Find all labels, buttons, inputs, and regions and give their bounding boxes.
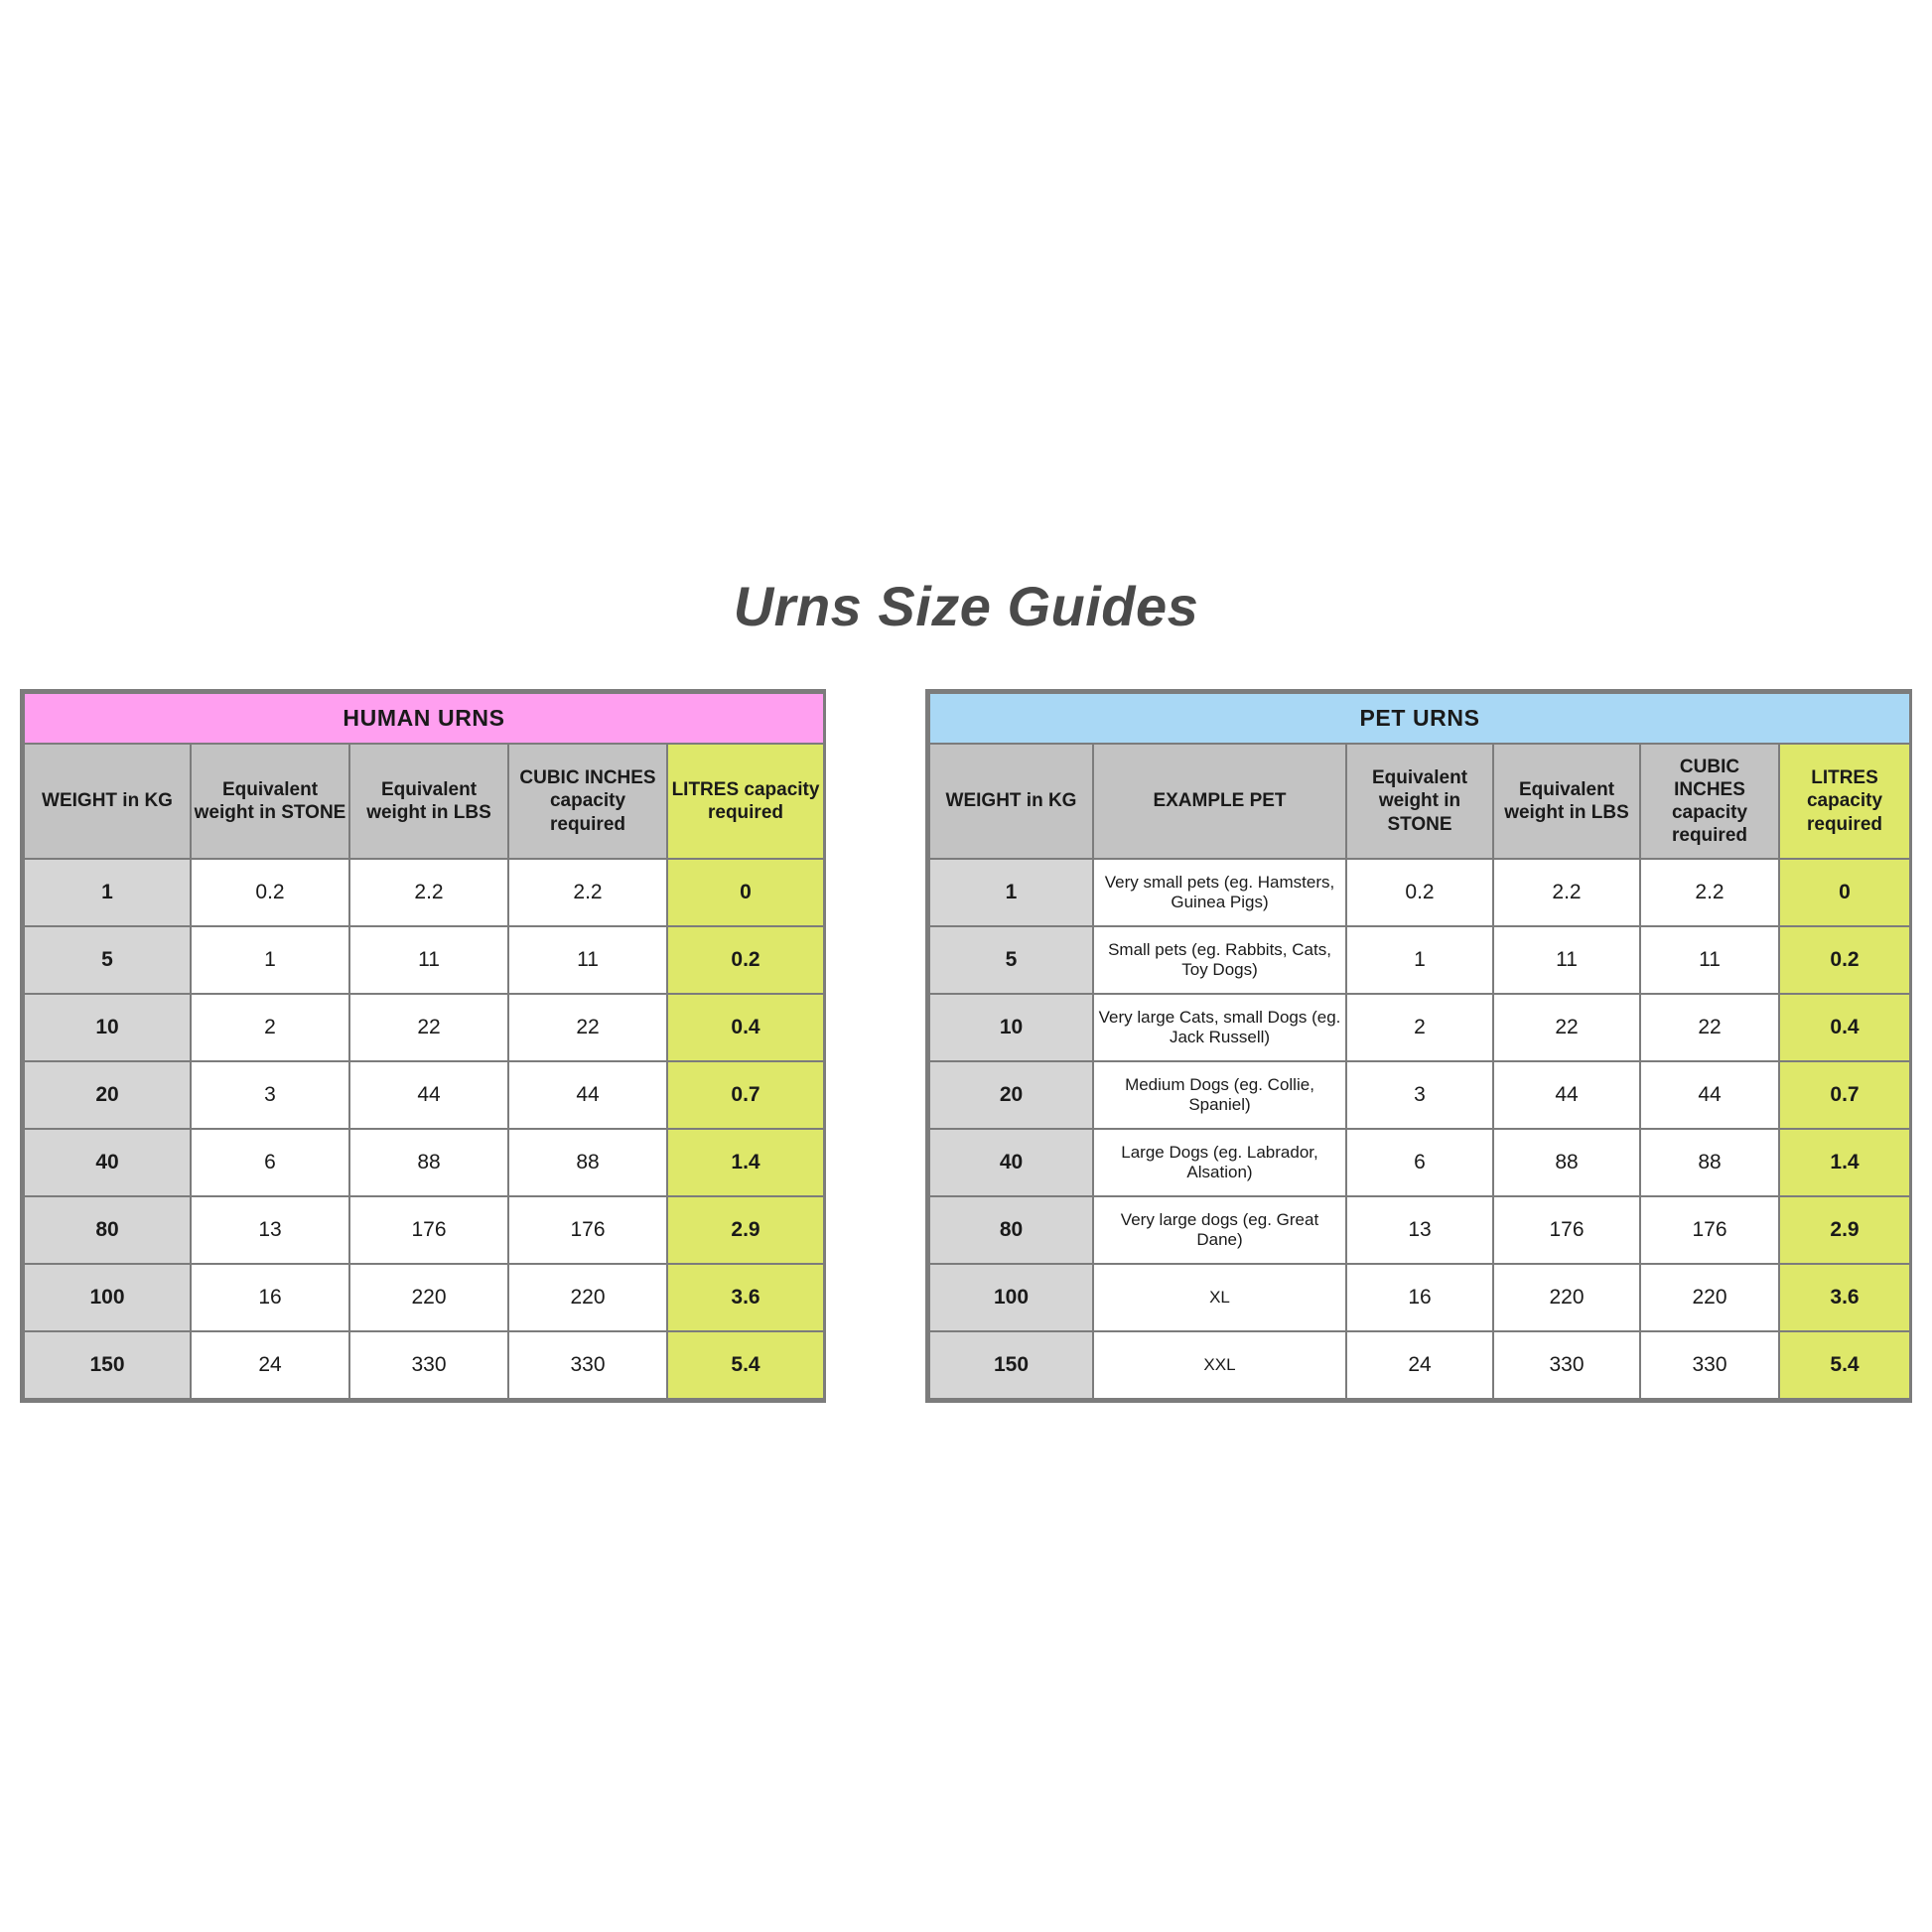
table-row bbox=[24, 1061, 824, 1129]
cell-cubic-inches: 44 bbox=[508, 1061, 667, 1129]
column-header-stone: Equivalent weight in STONE bbox=[191, 744, 349, 859]
cell-lbs: 176 bbox=[349, 1196, 508, 1264]
cell-example-pet: Medium Dogs (eg. Collie, Spaniel) bbox=[1093, 1061, 1346, 1129]
cell-stone: 24 bbox=[1346, 1331, 1493, 1399]
cell-litres: 5.4 bbox=[667, 1331, 824, 1399]
cell-litres: 0.2 bbox=[1779, 926, 1910, 994]
cell-lbs: 11 bbox=[1493, 926, 1640, 994]
cell-litres: 3.6 bbox=[1779, 1264, 1910, 1331]
cell-litres: 0.7 bbox=[1779, 1061, 1910, 1129]
cell-weight-kg: 10 bbox=[929, 994, 1093, 1061]
cell-cubic-inches: 2.2 bbox=[1640, 859, 1779, 926]
cell-example-pet: Very large Cats, small Dogs (eg. Jack Russell) bbox=[1093, 994, 1346, 1061]
cell-litres: 0.2 bbox=[667, 926, 824, 994]
cell-weight-kg: 10 bbox=[24, 994, 191, 1061]
cell-lbs: 2.2 bbox=[1493, 859, 1640, 926]
cell-cubic-inches: 220 bbox=[508, 1264, 667, 1331]
page-title: Urns Size Guides bbox=[733, 575, 1199, 637]
cell-litres: 5.4 bbox=[1779, 1331, 1910, 1399]
cell-litres: 0.7 bbox=[667, 1061, 824, 1129]
column-header-cubic-inches: CUBIC INCHES capacity required bbox=[1640, 744, 1779, 859]
table-row bbox=[929, 1196, 1910, 1264]
cell-weight-kg: 5 bbox=[929, 926, 1093, 994]
cell-cubic-inches: 11 bbox=[508, 926, 667, 994]
cell-stone: 3 bbox=[1346, 1061, 1493, 1129]
cell-cubic-inches: 22 bbox=[508, 994, 667, 1061]
cell-lbs: 330 bbox=[1493, 1331, 1640, 1399]
cell-litres: 0 bbox=[1779, 859, 1910, 926]
table-row bbox=[929, 926, 1910, 994]
cell-lbs: 88 bbox=[349, 1129, 508, 1196]
table-row bbox=[929, 994, 1910, 1061]
column-header-cubic-inches: CUBIC INCHES capacity required bbox=[508, 744, 667, 859]
cell-cubic-inches: 22 bbox=[1640, 994, 1779, 1061]
pet-urns-table bbox=[928, 692, 1911, 1400]
cell-lbs: 176 bbox=[1493, 1196, 1640, 1264]
cell-example-pet: Small pets (eg. Rabbits, Cats, Toy Dogs) bbox=[1093, 926, 1346, 994]
cell-weight-kg: 5 bbox=[24, 926, 191, 994]
cell-stone: 1 bbox=[1346, 926, 1493, 994]
cell-litres: 0.4 bbox=[1779, 994, 1910, 1061]
cell-weight-kg: 1 bbox=[929, 859, 1093, 926]
cell-cubic-inches: 330 bbox=[508, 1331, 667, 1399]
cell-cubic-inches: 220 bbox=[1640, 1264, 1779, 1331]
cell-example-pet: XXL bbox=[1093, 1331, 1346, 1399]
cell-stone: 6 bbox=[191, 1129, 349, 1196]
table-header-row bbox=[929, 744, 1910, 859]
table-row bbox=[24, 1196, 824, 1264]
table-row bbox=[929, 859, 1910, 926]
table-banner-row bbox=[929, 693, 1910, 744]
table-row bbox=[24, 926, 824, 994]
table-row bbox=[24, 1129, 824, 1196]
table-row bbox=[24, 1331, 824, 1399]
cell-cubic-inches: 11 bbox=[1640, 926, 1779, 994]
column-header-weight-kg: WEIGHT in KG bbox=[24, 744, 191, 859]
column-header-litres: LITRES capacity required bbox=[667, 744, 824, 859]
cell-stone: 1 bbox=[191, 926, 349, 994]
table-row bbox=[24, 859, 824, 926]
cell-litres: 2.9 bbox=[1779, 1196, 1910, 1264]
cell-weight-kg: 80 bbox=[24, 1196, 191, 1264]
human-urns-table-container bbox=[20, 689, 826, 1403]
cell-example-pet: Very large dogs (eg. Great Dane) bbox=[1093, 1196, 1346, 1264]
table-row bbox=[929, 1061, 1910, 1129]
cell-litres: 0 bbox=[667, 859, 824, 926]
cell-lbs: 220 bbox=[1493, 1264, 1640, 1331]
cell-example-pet: Very small pets (eg. Hamsters, Guinea Pigs) bbox=[1093, 859, 1346, 926]
cell-weight-kg: 100 bbox=[24, 1264, 191, 1331]
cell-lbs: 22 bbox=[1493, 994, 1640, 1061]
cell-lbs: 220 bbox=[349, 1264, 508, 1331]
cell-lbs: 330 bbox=[349, 1331, 508, 1399]
cell-litres: 1.4 bbox=[667, 1129, 824, 1196]
cell-lbs: 44 bbox=[1493, 1061, 1640, 1129]
pet-urns-banner: PET URNS bbox=[929, 693, 1910, 744]
cell-weight-kg: 150 bbox=[929, 1331, 1093, 1399]
cell-stone: 2 bbox=[191, 994, 349, 1061]
cell-lbs: 11 bbox=[349, 926, 508, 994]
cell-lbs: 44 bbox=[349, 1061, 508, 1129]
cell-weight-kg: 20 bbox=[929, 1061, 1093, 1129]
table-row bbox=[929, 1331, 1910, 1399]
cell-stone: 6 bbox=[1346, 1129, 1493, 1196]
cell-cubic-inches: 330 bbox=[1640, 1331, 1779, 1399]
table-banner-row bbox=[24, 693, 824, 744]
cell-litres: 3.6 bbox=[667, 1264, 824, 1331]
cell-weight-kg: 150 bbox=[24, 1331, 191, 1399]
cell-litres: 2.9 bbox=[667, 1196, 824, 1264]
cell-stone: 3 bbox=[191, 1061, 349, 1129]
human-urns-banner: HUMAN URNS bbox=[24, 693, 824, 744]
cell-cubic-inches: 176 bbox=[508, 1196, 667, 1264]
table-row bbox=[24, 994, 824, 1061]
column-header-lbs: Equivalent weight in LBS bbox=[1493, 744, 1640, 859]
human-urns-table bbox=[23, 692, 825, 1400]
column-header-stone: Equivalent weight in STONE bbox=[1346, 744, 1493, 859]
cell-litres: 0.4 bbox=[667, 994, 824, 1061]
cell-stone: 16 bbox=[191, 1264, 349, 1331]
cell-weight-kg: 40 bbox=[24, 1129, 191, 1196]
column-header-lbs: Equivalent weight in LBS bbox=[349, 744, 508, 859]
cell-stone: 24 bbox=[191, 1331, 349, 1399]
cell-weight-kg: 40 bbox=[929, 1129, 1093, 1196]
cell-stone: 16 bbox=[1346, 1264, 1493, 1331]
cell-weight-kg: 1 bbox=[24, 859, 191, 926]
cell-stone: 2 bbox=[1346, 994, 1493, 1061]
cell-example-pet: XL bbox=[1093, 1264, 1346, 1331]
cell-stone: 0.2 bbox=[191, 859, 349, 926]
cell-cubic-inches: 2.2 bbox=[508, 859, 667, 926]
cell-cubic-inches: 44 bbox=[1640, 1061, 1779, 1129]
pet-urns-table-container bbox=[925, 689, 1912, 1403]
cell-cubic-inches: 88 bbox=[508, 1129, 667, 1196]
column-header-example-pet: EXAMPLE PET bbox=[1093, 744, 1346, 859]
cell-lbs: 88 bbox=[1493, 1129, 1640, 1196]
cell-lbs: 22 bbox=[349, 994, 508, 1061]
cell-litres: 1.4 bbox=[1779, 1129, 1910, 1196]
cell-example-pet: Large Dogs (eg. Labrador, Alsation) bbox=[1093, 1129, 1346, 1196]
cell-stone: 13 bbox=[191, 1196, 349, 1264]
column-header-litres: LITRES capacity required bbox=[1779, 744, 1910, 859]
cell-lbs: 2.2 bbox=[349, 859, 508, 926]
table-row bbox=[929, 1264, 1910, 1331]
cell-weight-kg: 20 bbox=[24, 1061, 191, 1129]
cell-cubic-inches: 176 bbox=[1640, 1196, 1779, 1264]
cell-stone: 13 bbox=[1346, 1196, 1493, 1264]
column-header-weight-kg: WEIGHT in KG bbox=[929, 744, 1093, 859]
table-row bbox=[929, 1129, 1910, 1196]
cell-stone: 0.2 bbox=[1346, 859, 1493, 926]
table-row bbox=[24, 1264, 824, 1331]
table-header-row bbox=[24, 744, 824, 859]
cell-weight-kg: 80 bbox=[929, 1196, 1093, 1264]
cell-cubic-inches: 88 bbox=[1640, 1129, 1779, 1196]
cell-weight-kg: 100 bbox=[929, 1264, 1093, 1331]
